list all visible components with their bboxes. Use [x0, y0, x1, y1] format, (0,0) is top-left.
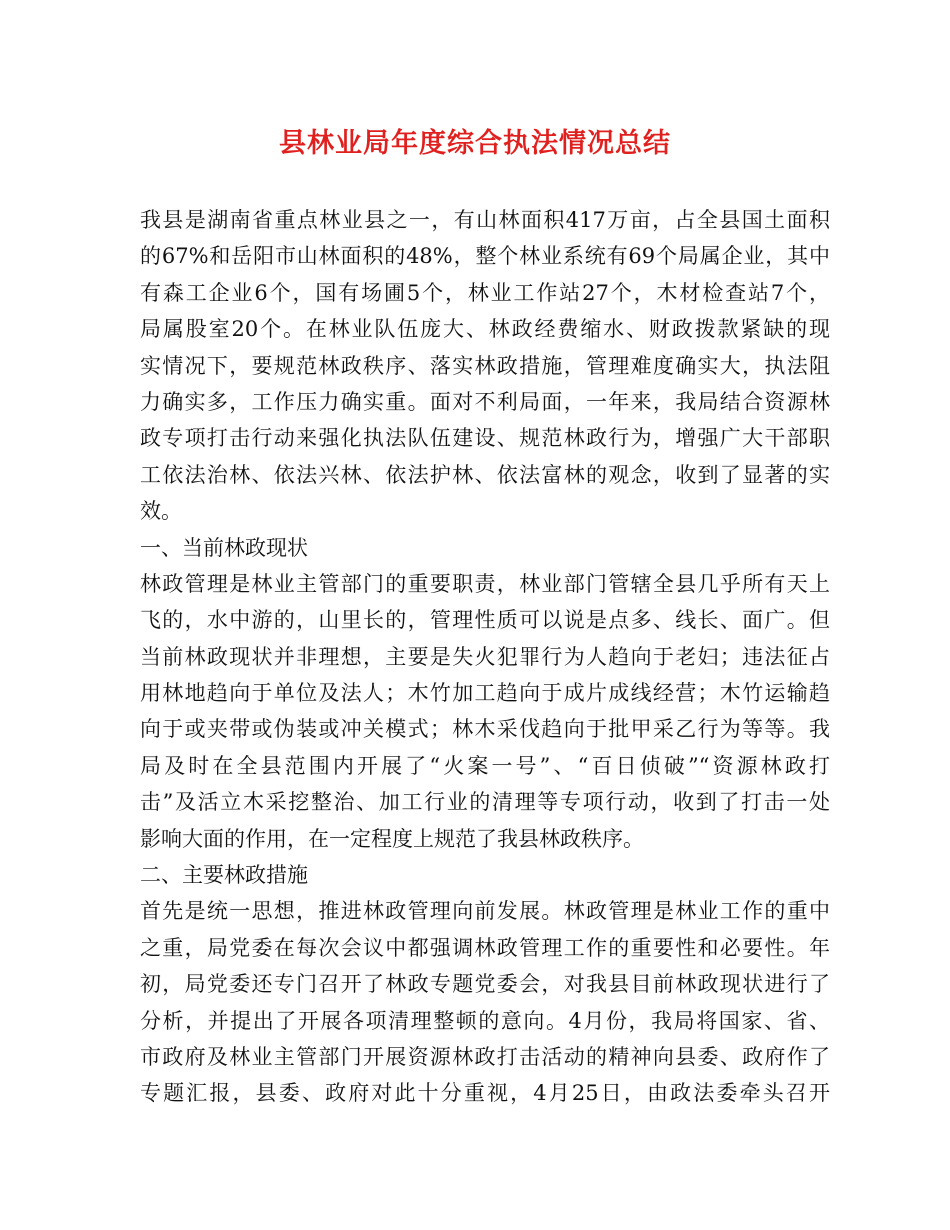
body-text-line: 市政府及林业主管部门开展资源林政打击活动的精神向县委、政府作了 — [140, 1044, 830, 1069]
body-text-line: 政专项打击行动来强化执法队伍建设、规范林政行为，增强广大干部职 — [140, 426, 830, 451]
body-text-line: 击”及活立木采挖整治、加工行业的清理等专项行动，收到了打击一处 — [140, 790, 830, 815]
body-text-line: 向于或夹带或伪装或冲关模式；林木采伐趋向于批甲采乙行为等等。我 — [140, 717, 830, 742]
body-text-line: 林政管理是林业主管部门的重要职责，林业部门管辖全县几乎所有天上 — [140, 571, 830, 596]
body-text-line: 初，局党委还专门召开了林政专题党委会，对我县目前林政现状进行了 — [140, 972, 830, 997]
body-text-line: 效。 — [140, 499, 182, 524]
body-text-line: 有森工企业6个，国有场圃5个，林业工作站27个，木材检查站7个， — [140, 280, 830, 305]
body-text-line: 局及时在全县范围内开展了“火案一号”、“百日侦破”“资源林政打 — [140, 753, 830, 778]
body-text-line: 飞的，水中游的，山里长的，管理性质可以说是点多、线长、面广。但 — [140, 608, 830, 633]
body-text-line: 用林地趋向于单位及法人；木竹加工趋向于成片成线经营；木竹运输趋 — [140, 681, 830, 706]
body-text-line: 一、当前林政现状 — [140, 535, 308, 560]
body-text-line: 我县是湖南省重点林业县之一，有山林面积417万亩，占全县国土面积 — [140, 208, 830, 232]
body-text-line: 的67%和岳阳市山林面积的48%，整个林业系统有69个局属企业，其中 — [140, 244, 830, 269]
body-text-line: 工依法治林、依法兴林、依法护林、依法富林的观念，收到了显著的实 — [140, 462, 830, 487]
document-title: 县林业局年度综合执法情况总结 — [279, 128, 671, 159]
body-text-line: 影响大面的作用，在一定程度上规范了我县林政秩序。 — [140, 826, 644, 851]
document-body — [140, 202, 830, 1112]
body-text-line: 二、主要林政措施 — [140, 863, 308, 888]
body-text-line: 分析，并提出了开展各项清理整顿的意向。4月份，我局将国家、省、 — [140, 1008, 830, 1033]
body-text-line: 专题汇报，县委、政府对此十分重视，4月25日，由政法委牵头召开 — [140, 1081, 830, 1106]
body-text-line: 当前林政现状并非理想，主要是失火犯罪行为人趋向于老妇；违法征占 — [140, 644, 830, 669]
body-text-line: 局属股室20个。在林业队伍庞大、林政经费缩水、财政拨款紧缺的现 — [140, 317, 830, 342]
body-text-line: 实情况下，要规范林政秩序、落实林政措施，管理难度确实大，执法阻 — [140, 353, 830, 378]
body-text-line: 之重，局党委在每次会议中都强调林政管理工作的重要性和必要性。年 — [140, 935, 830, 960]
body-text-line: 力确实多，工作压力确实重。面对不利局面，一年来，我局结合资源林 — [140, 389, 830, 414]
body-text-line: 首先是统一思想，推进林政管理向前发展。林政管理是林业工作的重中 — [140, 899, 830, 924]
